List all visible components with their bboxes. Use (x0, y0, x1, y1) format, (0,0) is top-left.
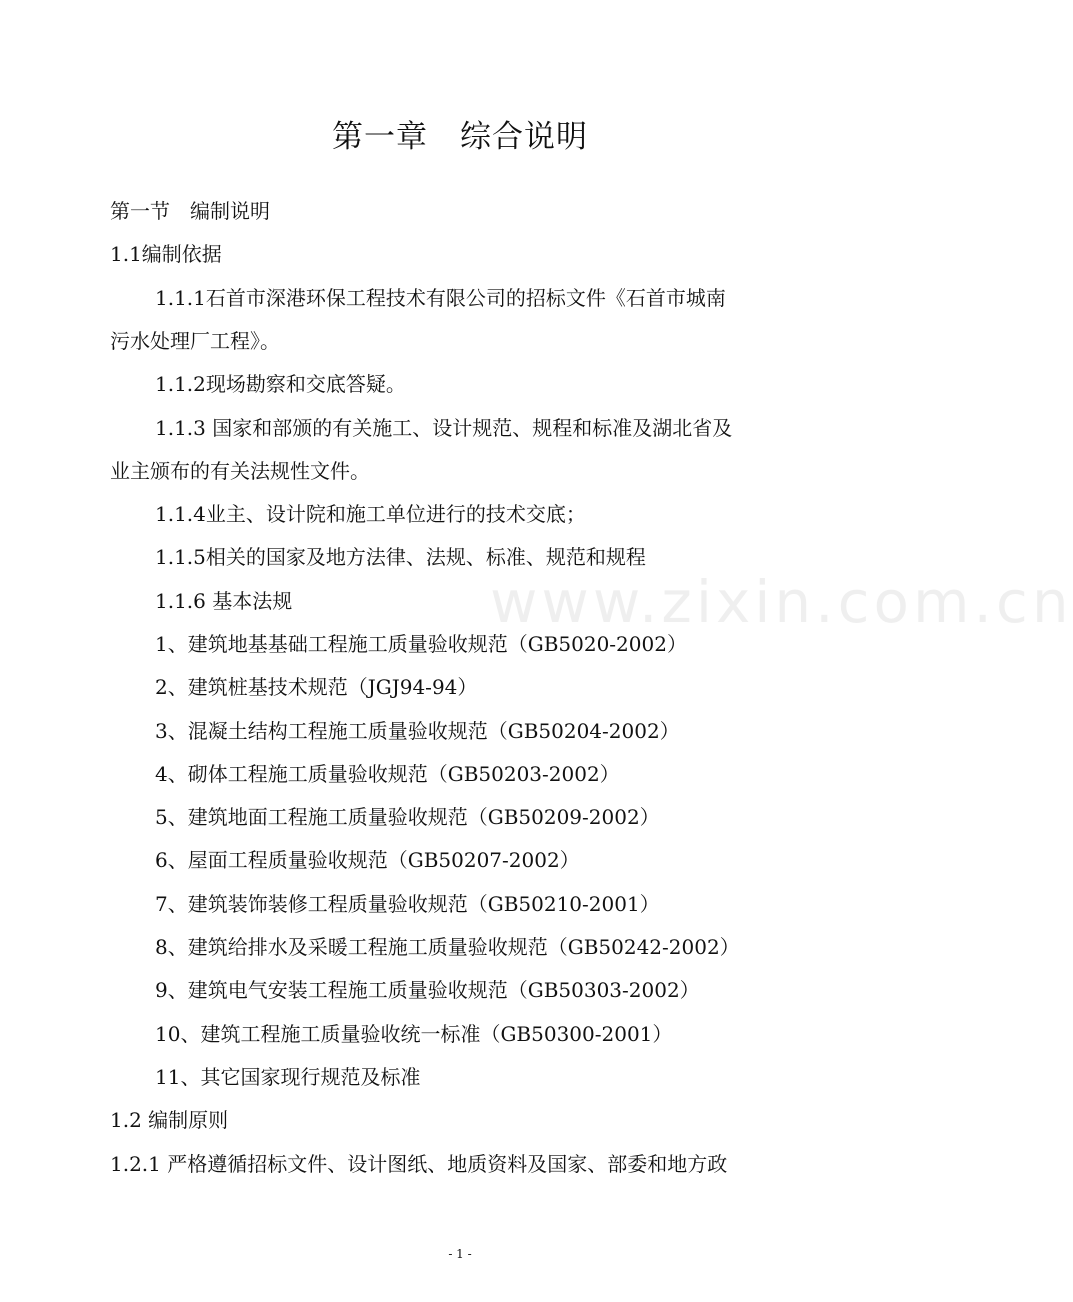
regulation-item: 10、建筑工程施工质量验收统一标准（GB50300-2001） (155, 1022, 673, 1046)
basis-item-1-1-1-line1: 1.1.1石首市深港环保工程技术有限公司的招标文件《石首市城南 (155, 286, 726, 310)
regulation-item: 4、砌体工程施工质量验收规范（GB50203-2002） (155, 762, 620, 786)
page-number: - 1 - (448, 1247, 472, 1261)
watermark: www.zixin.com.cn (490, 568, 1073, 636)
principles-item-1-2-1: 1.2.1 严格遵循招标文件、设计图纸、地质资料及国家、部委和地方政 (110, 1152, 728, 1176)
basis-heading: 1.1编制依据 (110, 242, 222, 266)
section-title: 第一节 编制说明 (110, 199, 270, 223)
basis-item-1-1-4: 1.1.4业主、设计院和施工单位进行的技术交底； (155, 502, 586, 526)
regulation-item: 8、建筑给排水及采暖工程施工质量验收规范（GB50242-2002） (155, 935, 740, 959)
regulation-item: 7、建筑装饰装修工程质量验收规范（GB50210-2001） (155, 892, 660, 916)
basis-item-1-1-5: 1.1.5相关的国家及地方法律、法规、标准、规范和规程 (155, 545, 646, 569)
regulation-item: 2、建筑桩基技术规范（JGJ94-94） (155, 675, 478, 699)
regulation-item: 1、建筑地基基础工程施工质量验收规范（GB5020-2002） (155, 632, 687, 656)
basis-item-1-1-1-line2: 污水处理厂工程》。 (110, 329, 280, 353)
basis-item-1-1-3-line1: 1.1.3 国家和部颁的有关施工、设计规范、规程和标准及湖北省及 (155, 416, 733, 440)
regulation-item: 11、其它国家现行规范及标准 (155, 1065, 421, 1089)
regulation-item: 5、建筑地面工程施工质量验收规范（GB50209-2002） (155, 805, 660, 829)
regulation-item: 3、混凝土结构工程施工质量验收规范（GB50204-2002） (155, 719, 680, 743)
basis-item-1-1-3-line2: 业主颁布的有关法规性文件。 (110, 459, 370, 483)
basis-item-1-1-6: 1.1.6 基本法规 (155, 589, 293, 613)
basis-item-1-1-2: 1.1.2现场勘察和交底答疑。 (155, 372, 406, 396)
chapter-title: 第一章 综合说明 (332, 119, 588, 155)
regulation-item: 6、屋面工程质量验收规范（GB50207-2002） (155, 848, 580, 872)
principles-heading: 1.2 编制原则 (110, 1108, 229, 1132)
regulation-item: 9、建筑电气安装工程施工质量验收规范（GB50303-2002） (155, 978, 700, 1002)
